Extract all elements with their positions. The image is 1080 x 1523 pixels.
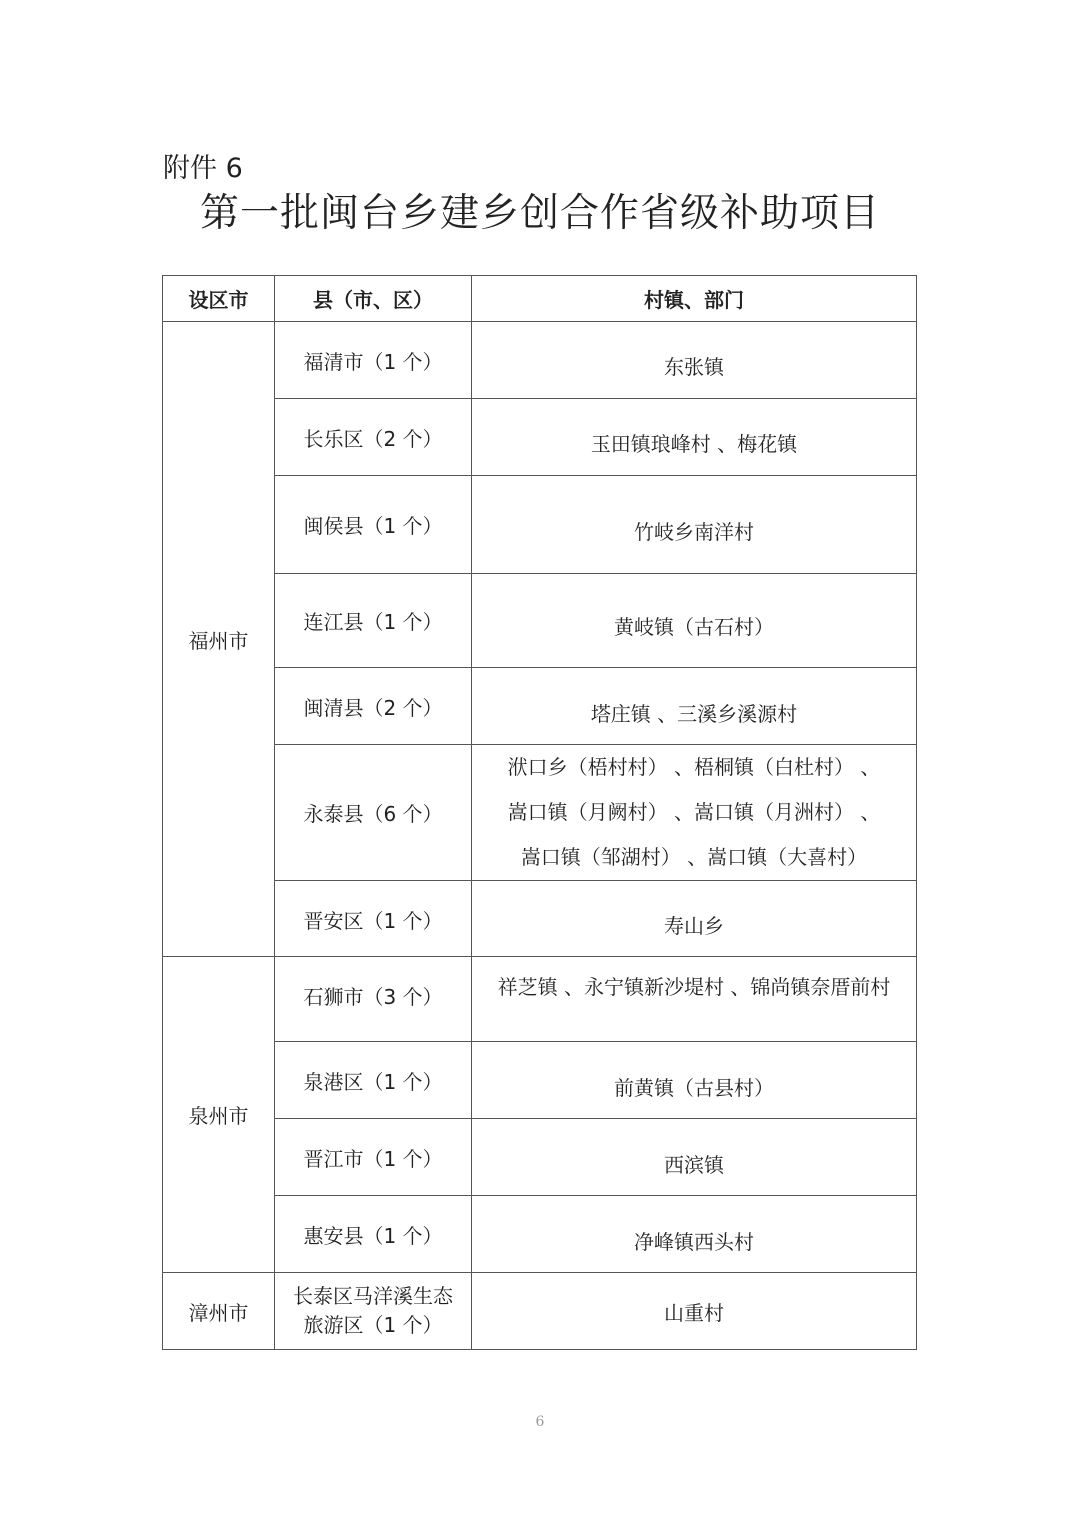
- city-cell: 福州市: [163, 322, 275, 957]
- table-row: [163, 1119, 917, 1196]
- county-cell: 闽侯县（1 个）: [275, 476, 472, 574]
- header-county: 县（市、区）: [275, 276, 472, 322]
- county-line: 长泰区马洋溪生态: [293, 1284, 453, 1308]
- county-cell: [275, 1273, 472, 1350]
- table-row: [163, 668, 917, 745]
- county-cell: 泉港区（1 个）: [275, 1042, 472, 1119]
- header-villages: 村镇、部门: [472, 276, 917, 322]
- table-row: [163, 399, 917, 476]
- table-row: [163, 574, 917, 668]
- villages-cell: 竹岐乡南洋村: [472, 476, 917, 574]
- attachment-label: 附件 6: [163, 153, 243, 184]
- table-row: [163, 1273, 917, 1350]
- villages-cell: 寿山乡: [472, 881, 917, 957]
- table-row: [163, 1196, 917, 1273]
- county-cell: 长乐区（2 个）: [275, 399, 472, 476]
- villages-cell: 玉田镇琅峰村 、梅花镇: [472, 399, 917, 476]
- villages-cell: 前黄镇（古县村）: [472, 1042, 917, 1119]
- page-title: 第一批闽台乡建乡创合作省级补助项目: [199, 191, 880, 236]
- villages-cell: 黄岐镇（古石村）: [472, 574, 917, 668]
- county-cell: 福清市（1 个）: [275, 322, 472, 399]
- county-cell: 惠安县（1 个）: [275, 1196, 472, 1273]
- county-cell: 晋江市（1 个）: [275, 1119, 472, 1196]
- county-cell: 永泰县（6 个）: [275, 745, 472, 881]
- villages-cell: 东张镇: [472, 322, 917, 399]
- page-number: 6: [535, 1414, 545, 1430]
- county-cell: 石狮市（3 个）: [275, 957, 472, 1042]
- villages-cell: 塔庄镇 、三溪乡溪源村: [472, 668, 917, 745]
- county-line: 旅游区（1 个）: [303, 1313, 443, 1337]
- village-line: 嵩口镇（邹湖村） 、嵩口镇（大喜村）: [520, 845, 868, 869]
- villages-cell: 西滨镇: [472, 1119, 917, 1196]
- villages-cell: 山重村: [472, 1273, 917, 1350]
- county-cell: 闽清县（2 个）: [275, 668, 472, 745]
- city-cell: 泉州市: [163, 957, 275, 1273]
- village-line: 洑口乡（梧村村） 、梧桐镇（白杜村） 、: [507, 755, 881, 779]
- table-header: [163, 276, 917, 322]
- table-row: [163, 745, 917, 881]
- villages-cell: [472, 745, 917, 881]
- header-city: 设区市: [163, 276, 275, 322]
- county-cell: 连江县（1 个）: [275, 574, 472, 668]
- table-row: [163, 957, 917, 1042]
- villages-cell: [472, 957, 917, 1042]
- city-cell: 漳州市: [163, 1273, 275, 1350]
- table-row: [163, 322, 917, 399]
- villages-text: 祥芝镇 、永宁镇新沙堤村 、锦尚镇奈厝前村: [497, 975, 891, 999]
- project-table: [162, 275, 917, 1350]
- table-row: [163, 476, 917, 574]
- table-row: [163, 1042, 917, 1119]
- table-row: [163, 881, 917, 957]
- villages-cell: 净峰镇西头村: [472, 1196, 917, 1273]
- county-cell: 晋安区（1 个）: [275, 881, 472, 957]
- village-line: 嵩口镇（月阙村） 、嵩口镇（月洲村） 、: [507, 800, 881, 824]
